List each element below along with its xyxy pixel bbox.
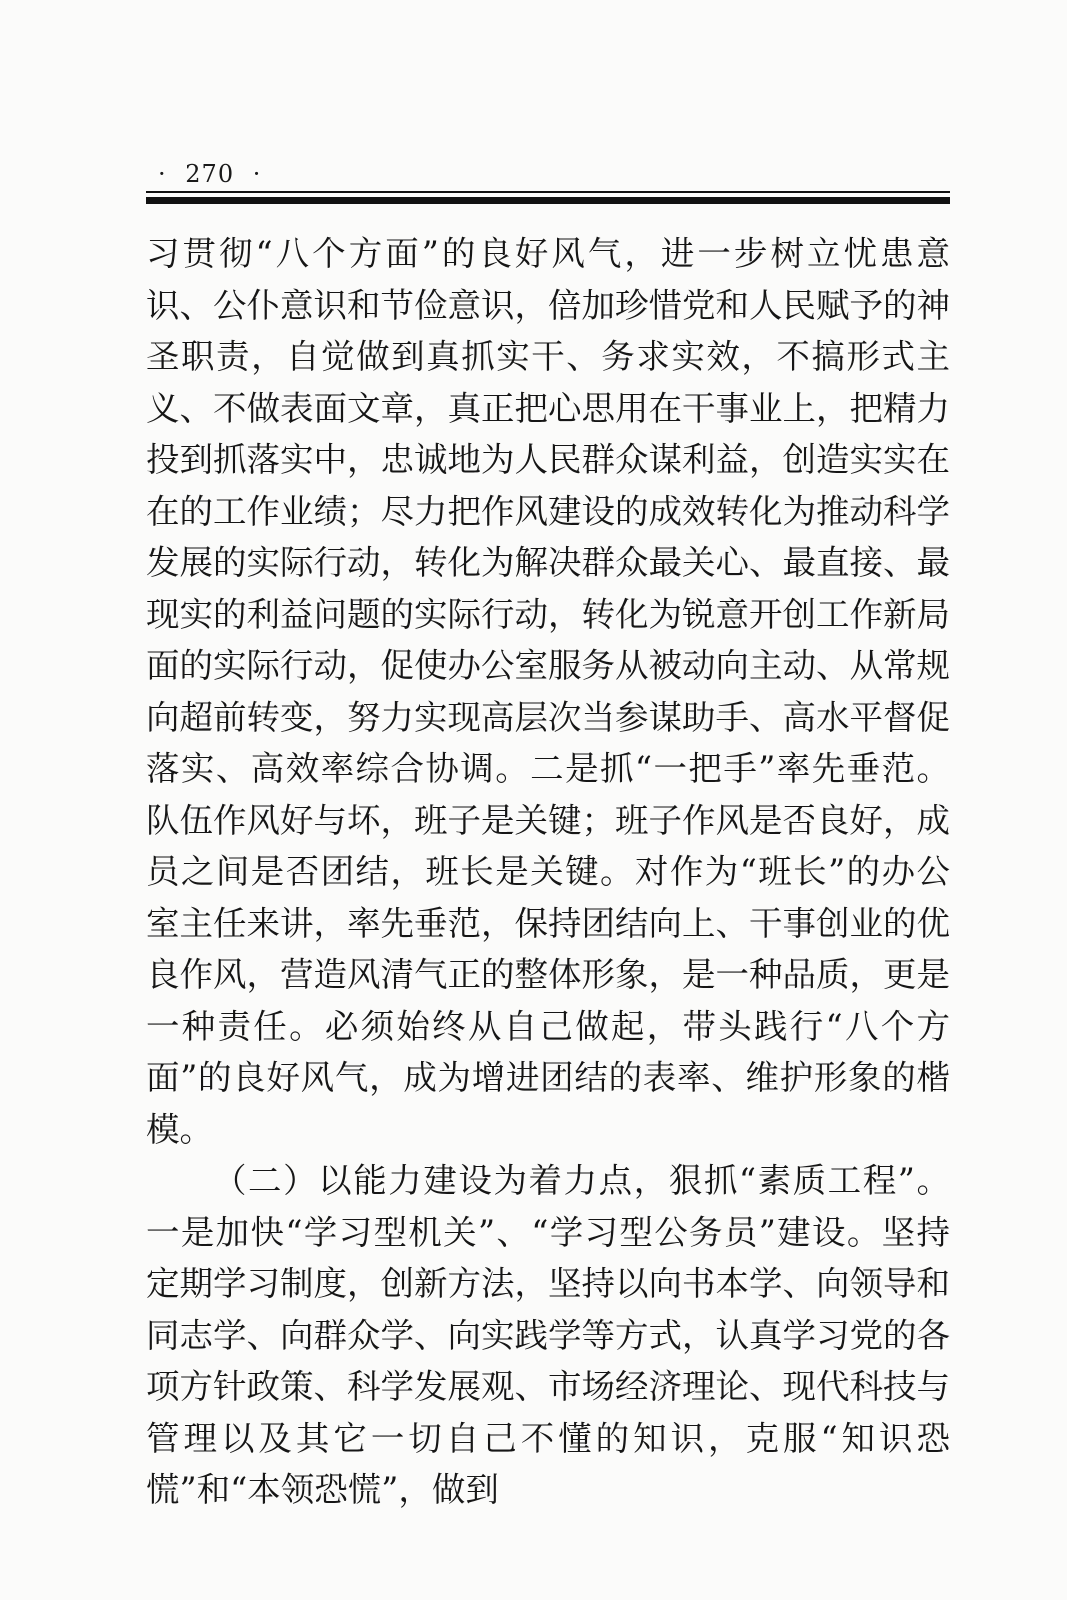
scan-margin: [1067, 0, 1089, 1600]
body-text: [146, 228, 950, 1516]
page-number: 270: [185, 160, 235, 188]
header-dot-right: ·: [252, 160, 262, 188]
header-rule-thin: [146, 191, 950, 193]
running-header: [148, 160, 408, 188]
header-dot-left: ·: [158, 160, 167, 188]
paragraph: 习贯彻“八个方面”的良好风气，进一步树立忧患意识、公仆意识和节俭意识，倍加珍惜党和人民赋予的神圣职责，自觉做到真抓实干、务求实效，不搞形式主义、不做表面文章，真正把心思用在干事业上，把精力投到抓落实中，忠诚地为人民群众谋利益，创造实实在在的工作业绩；尽力把作风建设的成效转化为推动科学发展的实际行动，转化为解决群众最关心、最直接、最现实的利益问题的实际行动，转化为锐意开创工作新局面的实际行动，促使办公室服务从被动向主动、从常规向超前转变，努力实现高层次当参谋助手、高水平督促落实、高效率综合协调。二是抓“一把手”率先垂范。队伍作风好与坏，班子是关键；班子作风是否良好，成员之间是否团结，班长是关键。对作为“班长”的办公室主任来讲，率先垂范，保持团结向上、干事创业的优良作风，营造风清气正的整体形象，是一种品质，更是一种责任。必须始终从自己做起，带头践行“八个方面”的良好风气，成为增进团结的表率、维护形象的楷模。: [146, 234, 950, 1149]
header-rule-thick: [146, 197, 950, 204]
paragraph: （二）以能力建设为着力点，狠抓“素质工程”。一是加快“学习型机关”、“学习型公务员”建设。坚持定期学习制度，创新方法，坚持以向书本学、向领导和同志学、向群众学、向实践学等方式，认真学习党的各项方针政策、科学发展观、市场经济理论、现代科技与管理以及其它一切自己不懂的知识，克服“知识恐慌”和“本领恐慌”，做到: [146, 1161, 950, 1509]
